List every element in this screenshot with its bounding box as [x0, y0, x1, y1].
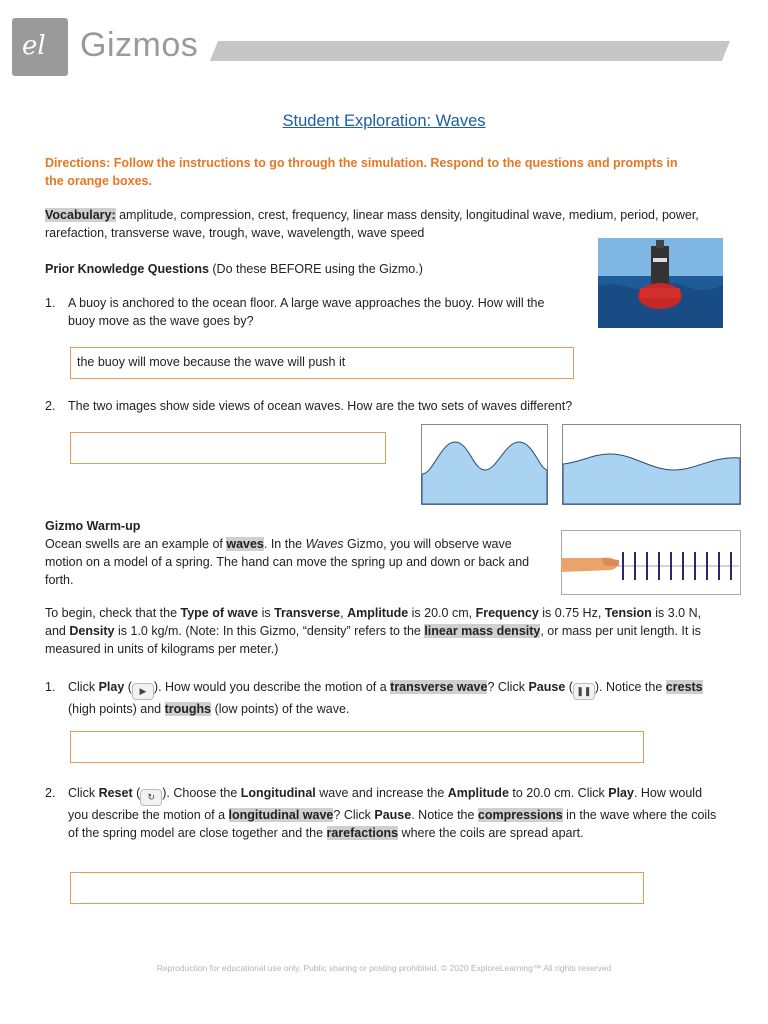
answer-box-warmup-1[interactable]	[70, 731, 644, 763]
prior-knowledge-heading-line	[45, 260, 725, 278]
page-title: Student Exploration: Waves	[282, 112, 486, 130]
warmup-heading-block	[45, 517, 535, 589]
warmup-question-2	[45, 784, 725, 842]
q-text: . How would you describe the motion of a	[68, 786, 703, 822]
vocabulary-paragraph	[45, 206, 725, 242]
steep-waves-image	[421, 424, 548, 505]
prior-question-2	[45, 397, 685, 415]
answer-box-warmup-2[interactable]	[70, 872, 644, 904]
term-tension: Tension	[604, 606, 652, 620]
setup-text: To begin, check that the	[45, 606, 181, 620]
brand-name: Gizmos	[80, 26, 199, 64]
setup-paragraph	[45, 604, 725, 658]
term-linear-mass-density: linear mass density	[424, 624, 541, 638]
term-amplitude: Amplitude	[347, 606, 409, 620]
term-play: Play	[608, 786, 634, 800]
term-pause: Pause	[528, 680, 566, 694]
reset-icon: ↻	[140, 789, 162, 806]
warmup-text: . In the	[263, 537, 306, 551]
q-text: to 20.0 cm. Click	[508, 786, 609, 800]
term-longitudinal-wave: longitudinal wave	[228, 808, 334, 822]
warmup-text: Ocean swells are an example of	[45, 537, 227, 551]
setup-text: , or mass per unit length. It is measured in units of kilograms per meter.)	[45, 624, 701, 656]
q-text: wave and increase the	[315, 786, 448, 800]
question-number: 2.	[45, 399, 56, 413]
gizmo-name: Waves	[305, 537, 344, 551]
term-transverse: Transverse	[274, 606, 341, 620]
question-number: 1.	[45, 296, 56, 310]
q-text: (	[124, 680, 132, 694]
term-play: Play	[98, 680, 125, 694]
term-type-of-wave: Type of wave	[180, 606, 259, 620]
copyright-footer: Reproduction for educational use only. Public sharing or posting prohibited. © 2020 ExploreLearning™ All rights reserved	[156, 963, 612, 973]
q-text: where the coils are spread apart.	[398, 826, 584, 840]
prior-knowledge-note: (Do these BEFORE using the Gizmo.)	[208, 262, 423, 276]
term-longitudinal: Longitudinal	[240, 786, 316, 800]
term-troughs: troughs	[164, 702, 212, 716]
answer-text: the buoy will move because the wave will push it	[77, 355, 346, 369]
setup-text: ,	[340, 606, 348, 620]
q-text: (low points) of the wave.	[211, 702, 350, 716]
answer-box-prior-1[interactable]	[70, 347, 574, 379]
q-text: Click	[68, 680, 99, 694]
setup-text: is 20.0 cm,	[408, 606, 476, 620]
q-text: (high points) and	[68, 702, 165, 716]
q-text: . Notice the	[411, 808, 478, 822]
buoy-image	[598, 238, 723, 328]
q-text: (	[565, 680, 573, 694]
question-text: A buoy is anchored to the ocean floor. A large wave approaches the buoy. How will the buoy move as the wave goes by?	[68, 296, 545, 328]
setup-text: is 0.75 Hz,	[538, 606, 605, 620]
term-density: Density	[69, 624, 115, 638]
directions-text: Directions: Follow the instructions to go through the simulation. Respond to the questions and prompts in the orange boxes.	[45, 156, 678, 188]
q-text: Click	[68, 786, 99, 800]
term-compressions: compressions	[477, 808, 563, 822]
logo-mark: el	[22, 31, 46, 61]
q-text: ). Notice the	[594, 680, 666, 694]
setup-text: is 1.0 kg/m. (Note: In this Gizmo, “density” refers to the	[114, 624, 425, 638]
q-text: ). How would you describe the motion of a	[153, 680, 391, 694]
q-text: ). Choose the	[162, 786, 241, 800]
term-pause: Pause	[374, 808, 412, 822]
setup-text: is 3.0 N, and	[45, 606, 702, 638]
answer-box-prior-2[interactable]	[70, 432, 386, 464]
term-crests: crests	[665, 680, 703, 694]
spring-hand-image	[561, 530, 741, 595]
q-text: in the wave where the coils of the spring model are close together and the	[68, 808, 717, 840]
warmup-question-1	[45, 678, 725, 718]
setup-text: is	[258, 606, 275, 620]
term-frequency: Frequency	[475, 606, 539, 620]
prior-knowledge-heading: Prior Knowledge Questions	[45, 262, 209, 276]
warmup-text: Gizmo, you will observe wave motion on a model of a spring. The hand can move the spring up and down or back and forth.	[45, 537, 530, 587]
q-text: (	[132, 786, 141, 800]
play-icon: ▶	[132, 683, 154, 700]
vocabulary-terms: amplitude, compression, crest, frequency, linear mass density, longitudinal wave, medium, period, power, rarefaction, transverse wave, trough, wave, wavelength, wave speed	[45, 208, 699, 240]
vocabulary-label: Vocabulary:	[45, 208, 116, 222]
pause-icon: ❚❚	[573, 683, 595, 700]
term-transverse-wave: transverse wave	[390, 680, 488, 694]
question-text: The two images show side views of ocean waves. How are the two sets of waves different?	[68, 399, 573, 413]
q-text: ? Click	[487, 680, 529, 694]
header-bar	[210, 41, 730, 61]
gizmos-logo	[12, 18, 68, 76]
warmup-heading: Gizmo Warm-up	[45, 519, 141, 533]
term-reset: Reset	[98, 786, 133, 800]
q-text: ? Click	[333, 808, 375, 822]
question-number: 1.	[45, 680, 56, 694]
term-waves: waves	[226, 537, 264, 551]
question-number: 2.	[45, 786, 56, 800]
term-amplitude: Amplitude	[447, 786, 509, 800]
gentle-waves-image	[562, 424, 741, 505]
term-rarefactions: rarefactions	[326, 826, 399, 840]
prior-question-1	[45, 294, 565, 330]
